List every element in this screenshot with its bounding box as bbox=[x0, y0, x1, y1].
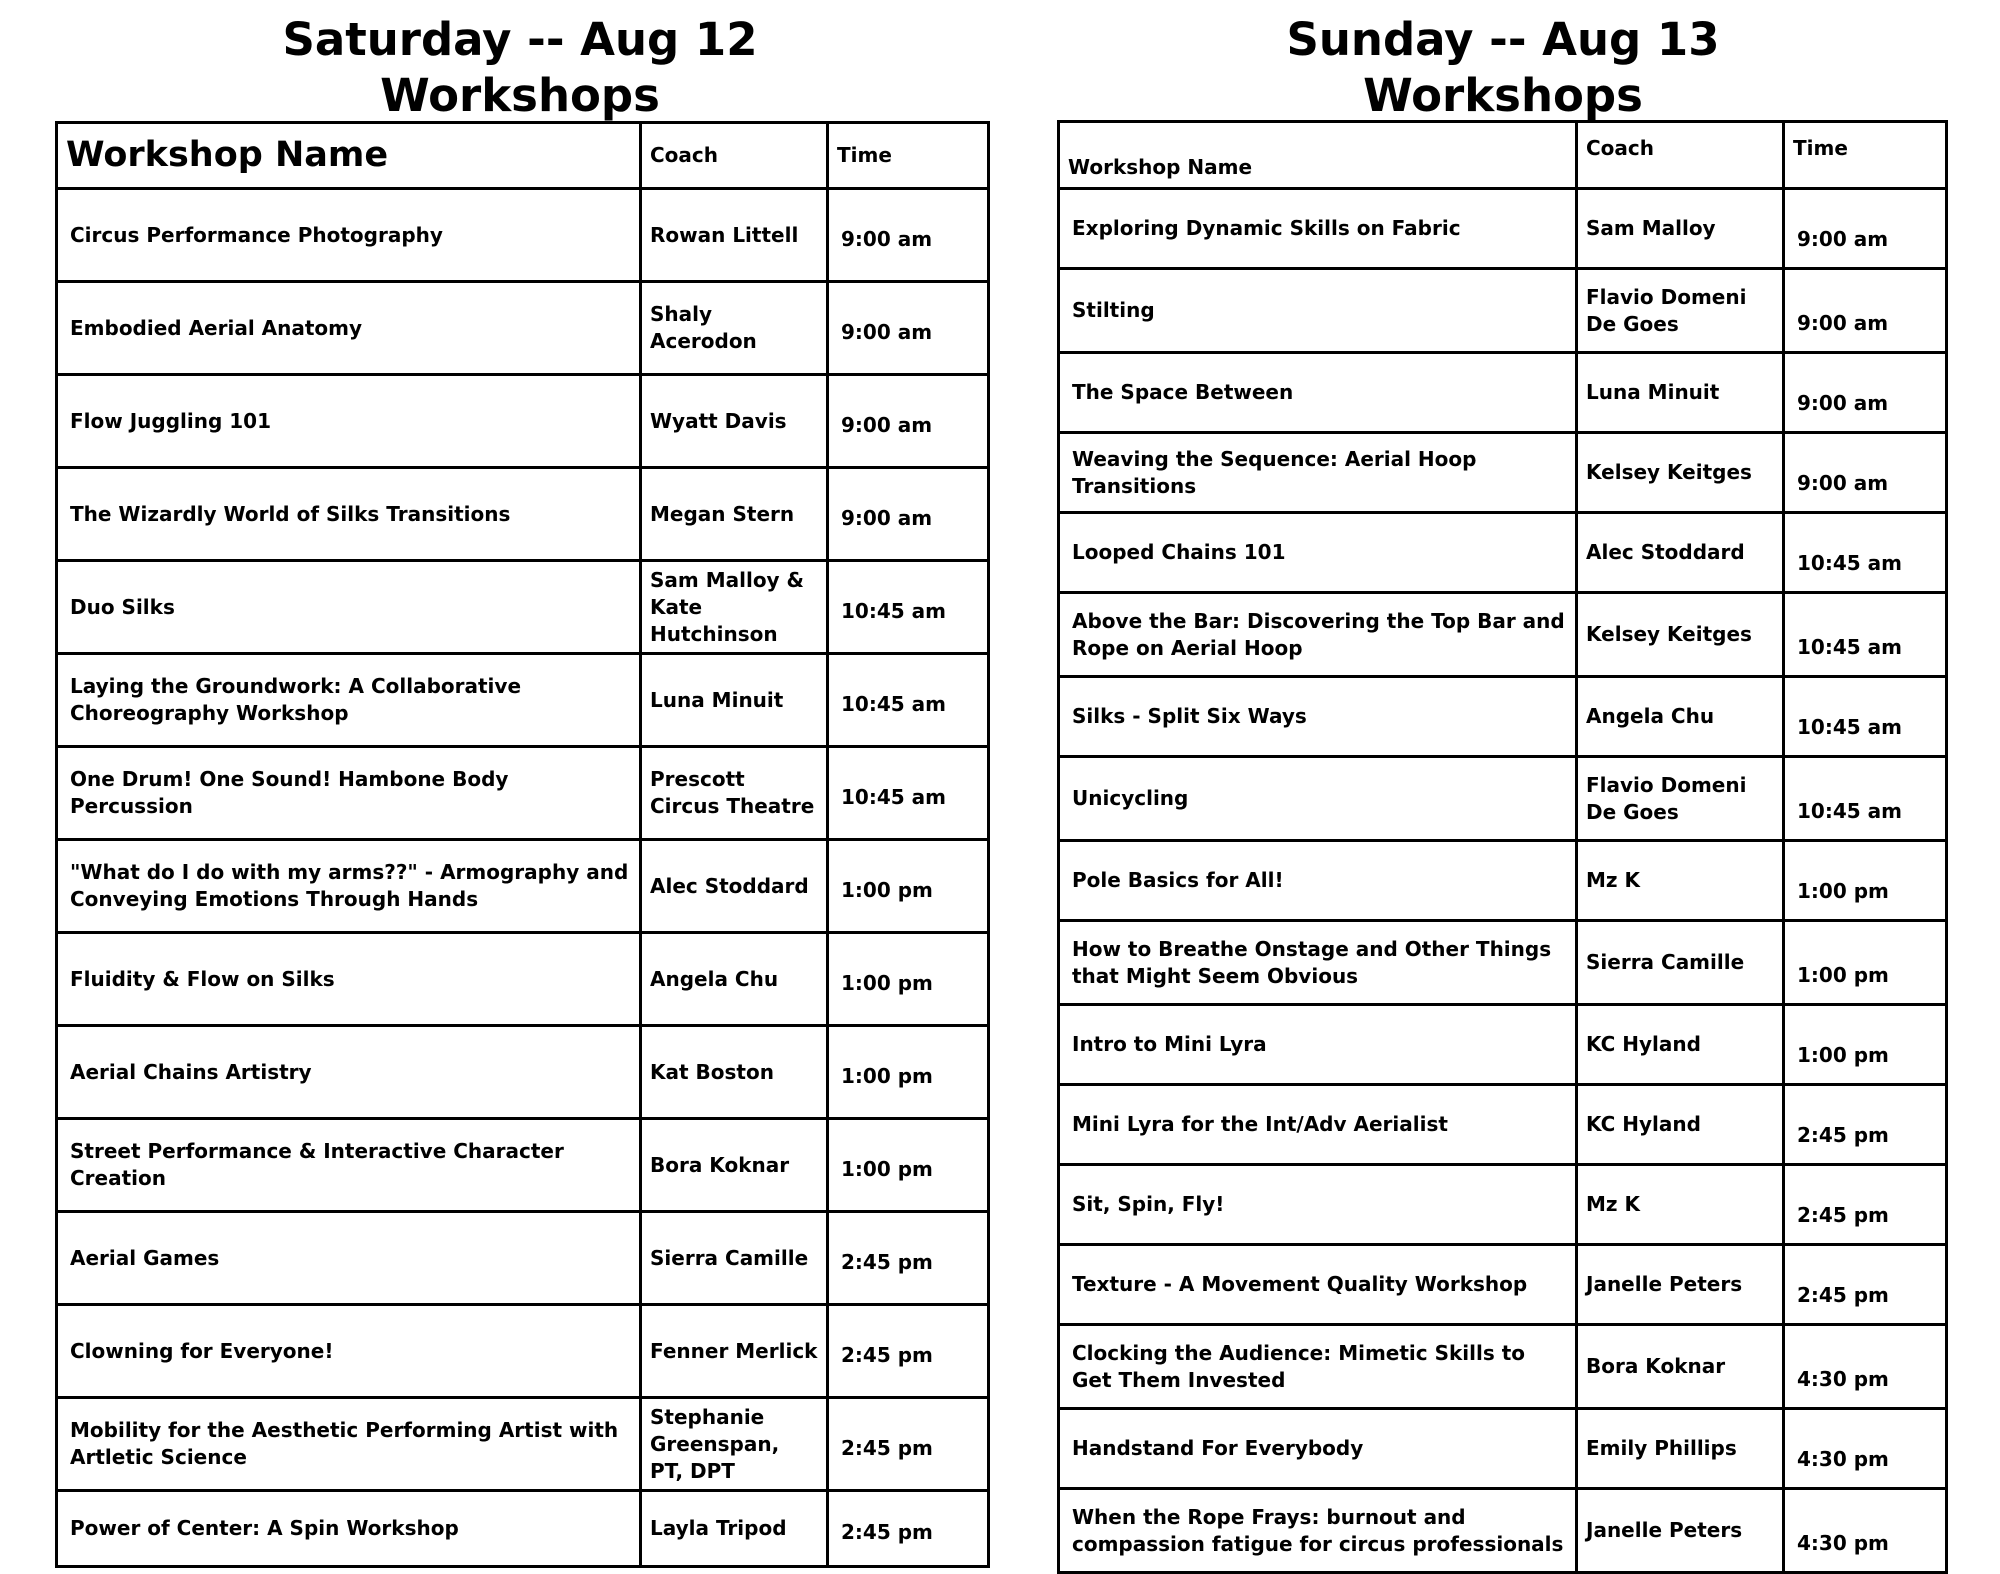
coach-cell: Bora Koknar bbox=[1577, 1325, 1784, 1409]
time-cell: 9:00 am bbox=[1784, 189, 1947, 269]
workshop-name-cell: Weaving the Sequence: Aerial Hoop Transitions bbox=[1059, 433, 1577, 513]
workshop-name-cell: Texture - A Movement Quality Workshop bbox=[1059, 1245, 1577, 1325]
coach-cell: KC Hyland bbox=[1577, 1005, 1784, 1085]
header-time: Time bbox=[828, 123, 989, 189]
header-time: Time bbox=[1784, 122, 1947, 189]
time-cell: 10:45 am bbox=[828, 654, 989, 747]
time-cell: 2:45 pm bbox=[828, 1305, 989, 1398]
coach-cell: Flavio Domeni De Goes bbox=[1577, 269, 1784, 353]
coach-cell: Mz K bbox=[1577, 841, 1784, 921]
time-cell: 1:00 pm bbox=[828, 840, 989, 933]
coach-cell: Fenner Merlick bbox=[641, 1305, 828, 1398]
workshop-name-cell: When the Rope Frays: burnout and compassion fatigue for circus professionals bbox=[1059, 1489, 1577, 1573]
workshop-name-cell: One Drum! One Sound! Hambone Body Percussion bbox=[57, 747, 641, 840]
coach-cell: Stephanie Greenspan, PT, DPT bbox=[641, 1398, 828, 1491]
sunday-title bbox=[1058, 12, 1948, 124]
time-cell: 9:00 am bbox=[828, 375, 989, 468]
coach-cell: Kat Boston bbox=[641, 1026, 828, 1119]
workshop-name-cell: Clocking the Audience: Mimetic Skills to Get Them Invested bbox=[1059, 1325, 1577, 1409]
time-cell: 1:00 pm bbox=[828, 933, 989, 1026]
workshop-name-cell: Laying the Groundwork: A Collaborative Choreography Workshop bbox=[57, 654, 641, 747]
workshop-name-cell: The Space Between bbox=[1059, 353, 1577, 433]
coach-cell: Mz K bbox=[1577, 1165, 1784, 1245]
table-row bbox=[1059, 593, 1947, 677]
header-workshop-name: Workshop Name bbox=[57, 123, 641, 189]
table-row bbox=[57, 1491, 989, 1567]
header-workshop-name: Workshop Name bbox=[1059, 122, 1577, 189]
table-row bbox=[1059, 189, 1947, 269]
sunday-title-date: Sunday -- Aug 13 bbox=[1286, 13, 1720, 66]
time-cell: 1:00 pm bbox=[1784, 921, 1947, 1005]
time-cell: 9:00 am bbox=[1784, 353, 1947, 433]
coach-cell: Alec Stoddard bbox=[641, 840, 828, 933]
coach-cell: Luna Minuit bbox=[1577, 353, 1784, 433]
time-cell: 9:00 am bbox=[828, 189, 989, 282]
sunday-title-sub: Workshops bbox=[1363, 69, 1643, 122]
time-cell: 1:00 pm bbox=[828, 1119, 989, 1212]
time-cell: 1:00 pm bbox=[828, 1026, 989, 1119]
workshop-name-cell: Intro to Mini Lyra bbox=[1059, 1005, 1577, 1085]
time-cell: 2:45 pm bbox=[828, 1491, 989, 1567]
workshop-name-cell: Pole Basics for All! bbox=[1059, 841, 1577, 921]
table-row bbox=[57, 1212, 989, 1305]
coach-cell: Alec Stoddard bbox=[1577, 513, 1784, 593]
workshop-name-cell: Flow Juggling 101 bbox=[57, 375, 641, 468]
table-row bbox=[1059, 1325, 1947, 1409]
time-cell: 4:30 pm bbox=[1784, 1409, 1947, 1489]
workshop-name-cell: The Wizardly World of Silks Transitions bbox=[57, 468, 641, 561]
coach-cell: Sam Malloy bbox=[1577, 189, 1784, 269]
time-cell: 9:00 am bbox=[828, 468, 989, 561]
coach-cell: Angela Chu bbox=[1577, 677, 1784, 757]
workshop-name-cell: Stilting bbox=[1059, 269, 1577, 353]
saturday-schedule-table bbox=[55, 121, 990, 1568]
time-cell: 1:00 pm bbox=[1784, 841, 1947, 921]
coach-cell: Bora Koknar bbox=[641, 1119, 828, 1212]
workshop-name-cell: Looped Chains 101 bbox=[1059, 513, 1577, 593]
table-row bbox=[57, 840, 989, 933]
time-cell: 2:45 pm bbox=[1784, 1165, 1947, 1245]
table-row bbox=[57, 1026, 989, 1119]
saturday-title-sub: Workshops bbox=[380, 69, 660, 122]
table-row bbox=[57, 1398, 989, 1491]
time-cell: 9:00 am bbox=[1784, 433, 1947, 513]
table-row bbox=[1059, 677, 1947, 757]
saturday-title-date: Saturday -- Aug 12 bbox=[282, 13, 758, 66]
workshop-name-cell: Silks - Split Six Ways bbox=[1059, 677, 1577, 757]
coach-cell: Emily Phillips bbox=[1577, 1409, 1784, 1489]
saturday-title bbox=[55, 12, 985, 124]
table-row bbox=[1059, 1005, 1947, 1085]
workshop-name-cell: Sit, Spin, Fly! bbox=[1059, 1165, 1577, 1245]
workshop-name-cell: Power of Center: A Spin Workshop bbox=[57, 1491, 641, 1567]
coach-cell: Shaly Acerodon bbox=[641, 282, 828, 375]
workshop-name-cell: Mobility for the Aesthetic Performing Artist with Artletic Science bbox=[57, 1398, 641, 1491]
workshop-name-cell: Unicycling bbox=[1059, 757, 1577, 841]
table-row bbox=[1059, 433, 1947, 513]
table-header-row bbox=[1059, 122, 1947, 189]
time-cell: 4:30 pm bbox=[1784, 1325, 1947, 1409]
table-row bbox=[1059, 1409, 1947, 1489]
coach-cell: Angela Chu bbox=[641, 933, 828, 1026]
coach-cell: Sam Malloy & Kate Hutchinson bbox=[641, 561, 828, 654]
workshop-name-cell: Embodied Aerial Anatomy bbox=[57, 282, 641, 375]
time-cell: 1:00 pm bbox=[1784, 1005, 1947, 1085]
table-row bbox=[57, 189, 989, 282]
coach-cell: KC Hyland bbox=[1577, 1085, 1784, 1165]
coach-cell: Flavio Domeni De Goes bbox=[1577, 757, 1784, 841]
table-row bbox=[1059, 1085, 1947, 1165]
coach-cell: Kelsey Keitges bbox=[1577, 593, 1784, 677]
workshop-name-cell: Aerial Games bbox=[57, 1212, 641, 1305]
coach-cell: Megan Stern bbox=[641, 468, 828, 561]
table-header-row bbox=[57, 123, 989, 189]
workshop-name-cell: Fluidity & Flow on Silks bbox=[57, 933, 641, 1026]
workshop-name-cell: Street Performance & Interactive Character Creation bbox=[57, 1119, 641, 1212]
time-cell: 2:45 pm bbox=[1784, 1245, 1947, 1325]
time-cell: 2:45 pm bbox=[828, 1212, 989, 1305]
table-row bbox=[57, 375, 989, 468]
coach-cell: Janelle Peters bbox=[1577, 1245, 1784, 1325]
coach-cell: Layla Tripod bbox=[641, 1491, 828, 1567]
workshop-name-cell: "What do I do with my arms??" - Armography and Conveying Emotions Through Hands bbox=[57, 840, 641, 933]
coach-cell: Kelsey Keitges bbox=[1577, 433, 1784, 513]
time-cell: 2:45 pm bbox=[828, 1398, 989, 1491]
workshop-name-cell: Duo Silks bbox=[57, 561, 641, 654]
table-row bbox=[57, 1305, 989, 1398]
coach-cell: Prescott Circus Theatre bbox=[641, 747, 828, 840]
workshop-name-cell: How to Breathe Onstage and Other Things that Might Seem Obvious bbox=[1059, 921, 1577, 1005]
table-row bbox=[1059, 1489, 1947, 1573]
table-row bbox=[1059, 1245, 1947, 1325]
table-row bbox=[1059, 269, 1947, 353]
time-cell: 10:45 am bbox=[1784, 593, 1947, 677]
workshop-name-cell: Circus Performance Photography bbox=[57, 189, 641, 282]
time-cell: 4:30 pm bbox=[1784, 1489, 1947, 1573]
coach-cell: Luna Minuit bbox=[641, 654, 828, 747]
table-row bbox=[57, 1119, 989, 1212]
table-row bbox=[1059, 1165, 1947, 1245]
coach-cell: Janelle Peters bbox=[1577, 1489, 1784, 1573]
table-row bbox=[57, 654, 989, 747]
table-row bbox=[1059, 921, 1947, 1005]
coach-cell: Rowan Littell bbox=[641, 189, 828, 282]
workshop-name-cell: Clowning for Everyone! bbox=[57, 1305, 641, 1398]
time-cell: 2:45 pm bbox=[1784, 1085, 1947, 1165]
workshop-name-cell: Handstand For Everybody bbox=[1059, 1409, 1577, 1489]
table-row bbox=[57, 747, 989, 840]
coach-cell: Sierra Camille bbox=[641, 1212, 828, 1305]
table-row bbox=[57, 561, 989, 654]
workshop-name-cell: Aerial Chains Artistry bbox=[57, 1026, 641, 1119]
workshop-name-cell: Mini Lyra for the Int/Adv Aerialist bbox=[1059, 1085, 1577, 1165]
table-row bbox=[57, 468, 989, 561]
table-row bbox=[1059, 757, 1947, 841]
coach-cell: Sierra Camille bbox=[1577, 921, 1784, 1005]
table-row bbox=[1059, 841, 1947, 921]
sunday-schedule-table bbox=[1057, 120, 1948, 1574]
time-cell: 10:45 am bbox=[1784, 513, 1947, 593]
time-cell: 10:45 am bbox=[828, 561, 989, 654]
header-coach: Coach bbox=[1577, 122, 1784, 189]
time-cell: 9:00 am bbox=[828, 282, 989, 375]
workshop-name-cell: Exploring Dynamic Skills on Fabric bbox=[1059, 189, 1577, 269]
workshop-name-cell: Above the Bar: Discovering the Top Bar and Rope on Aerial Hoop bbox=[1059, 593, 1577, 677]
time-cell: 10:45 am bbox=[1784, 757, 1947, 841]
table-row bbox=[1059, 513, 1947, 593]
header-coach: Coach bbox=[641, 123, 828, 189]
time-cell: 10:45 am bbox=[1784, 677, 1947, 757]
table-row bbox=[1059, 353, 1947, 433]
time-cell: 9:00 am bbox=[1784, 269, 1947, 353]
table-row bbox=[57, 933, 989, 1026]
table-row bbox=[57, 282, 989, 375]
time-cell: 10:45 am bbox=[828, 747, 989, 840]
coach-cell: Wyatt Davis bbox=[641, 375, 828, 468]
